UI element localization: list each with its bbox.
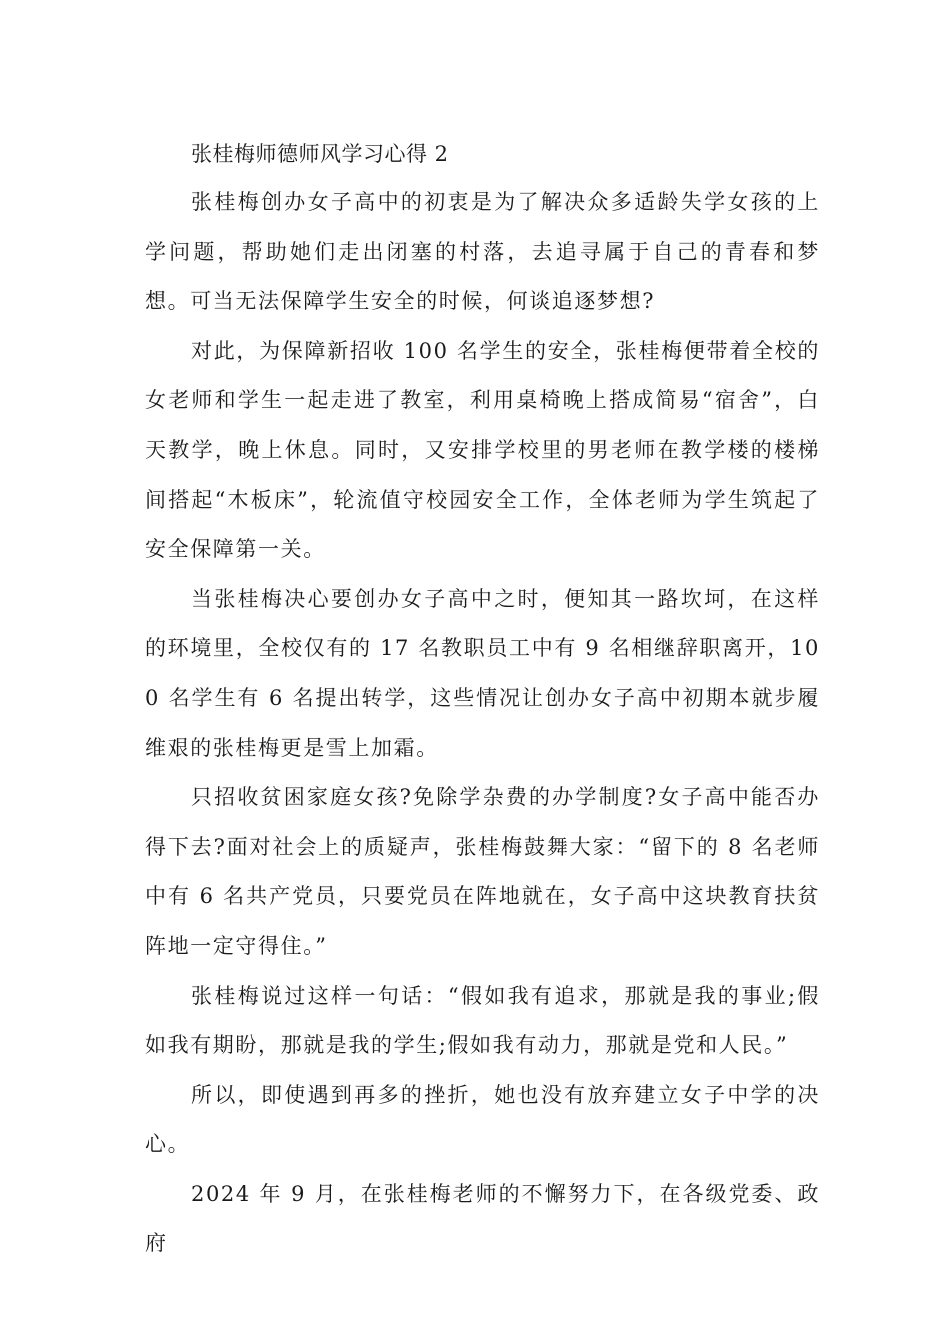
paragraph-1: 张桂梅创办女子高中的初衷是为了解决众多适龄失学女孩的上学问题，帮助她们走出闭塞的村落，去追寻属于自己的青春和梦想。可当无法保障学生安全的时候，何谈追逐梦想? — [145, 190, 820, 314]
paragraph-5: 张桂梅说过这样一句话：“假如我有追求，那就是我的事业;假如我有期盼，那就是我的学生;假如我有动力，那就是党和人民。” — [145, 983, 820, 1058]
paragraph-6: 所以，即使遇到再多的挫折，她也没有放弃建立女子中学的决心。 — [145, 1082, 820, 1157]
paragraph-2: 对此，为保障新招收 100 名学生的安全，张桂梅便带着全校的女老师和学生一起走进了教室，利用桌椅晚上搭成简易“宿舍”，白天教学，晚上休息。同时，又安排学校里的男老师在教学楼的楼梯间搭起“木板床”，轮流值守校园安全工作，全体老师为学生筑起了安全保障第一关。 — [145, 338, 820, 562]
document-body — [145, 130, 820, 1269]
paragraph-3: 当张桂梅决心要创办女子高中之时，便知其一路坎坷，在这样的环境里，全校仅有的 17 名教职员工中有 9 名相继辞职离开，100 名学生有 6 名提出转学，这些情况让创办女子高中初期本就步履维艰的张桂梅更是雪上加霜。 — [145, 586, 820, 760]
paragraph-4: 只招收贫困家庭女孩?免除学杂费的办学制度?女子高中能否办得下去?面对社会上的质疑声，张桂梅鼓舞大家：“留下的 8 名老师中有 6 名共产党员，只要党员在阵地就在，女子高中这块教育扶贫阵地一定守得住。” — [145, 785, 820, 958]
document-title: 张桂梅师德师风学习心得 2 — [191, 142, 449, 166]
paragraph-7: 2024 年 9 月，在张桂梅老师的不懈努力下，在各级党委、政府 — [145, 1181, 820, 1256]
